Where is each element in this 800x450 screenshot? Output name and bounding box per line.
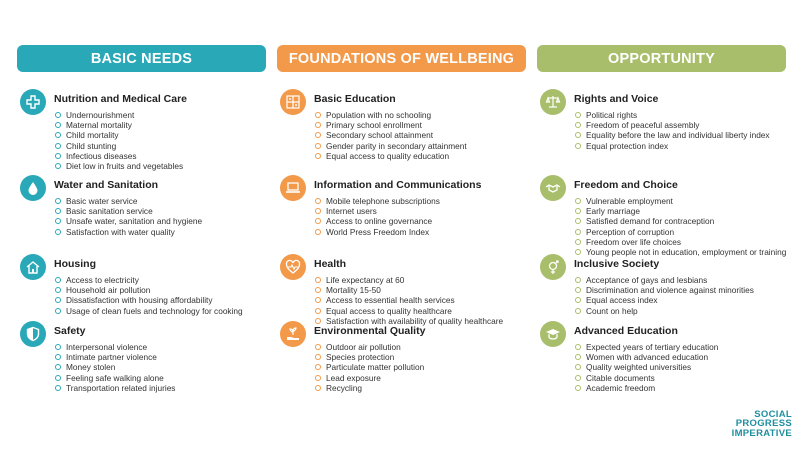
indicator-item: Species protection bbox=[314, 352, 424, 362]
water-drop-icon bbox=[20, 175, 46, 201]
indicator-item: Young people not in education, employment or training bbox=[574, 247, 786, 257]
indicator-item: Lead exposure bbox=[314, 373, 424, 383]
column-header: OPPORTUNITY bbox=[537, 45, 786, 72]
indicator-list bbox=[314, 196, 440, 237]
indicator-item: Count on help bbox=[574, 306, 754, 316]
indicator-item: Perception of corruption bbox=[574, 227, 786, 237]
indicator-item: Population with no schooling bbox=[314, 110, 467, 120]
scales-icon bbox=[540, 89, 566, 115]
column-header: BASIC NEEDS bbox=[17, 45, 266, 72]
indicator-item: Basic sanitation service bbox=[54, 206, 202, 216]
plant-hand-icon bbox=[280, 321, 306, 347]
component-title: Housing bbox=[54, 258, 96, 270]
indicator-item: Satisfied demand for contraception bbox=[574, 216, 786, 226]
indicator-item: Access to online governance bbox=[314, 216, 440, 226]
indicator-list bbox=[314, 275, 503, 326]
indicator-list bbox=[574, 110, 770, 151]
indicator-item: Usage of clean fuels and technology for cooking bbox=[54, 306, 243, 316]
house-icon bbox=[20, 254, 46, 280]
component-title: Environmental Quality bbox=[314, 325, 426, 337]
component-title: Information and Communications bbox=[314, 179, 482, 191]
indicator-item: Recycling bbox=[314, 383, 424, 393]
indicator-item: Outdoor air pollution bbox=[314, 342, 424, 352]
handshake-icon bbox=[540, 175, 566, 201]
indicator-item: Political rights bbox=[574, 110, 770, 120]
indicator-item: Mortality 15-50 bbox=[314, 285, 503, 295]
indicator-item: Equal access to quality education bbox=[314, 151, 467, 161]
indicator-item: Diet low in fruits and vegetables bbox=[54, 161, 183, 171]
logo-line: SOCIAL bbox=[754, 408, 792, 420]
indicator-item: Dissatisfaction with housing affordability bbox=[54, 295, 243, 305]
indicator-item: Intimate partner violence bbox=[54, 352, 175, 362]
gender-icon bbox=[540, 254, 566, 280]
component-title: Basic Education bbox=[314, 93, 396, 105]
component-title: Rights and Voice bbox=[574, 93, 659, 105]
indicator-item: Maternal mortality bbox=[54, 120, 183, 130]
indicator-item: Transportation related injuries bbox=[54, 383, 175, 393]
indicator-item: Citable documents bbox=[574, 373, 718, 383]
column-foundations-of-wellbeing bbox=[277, 45, 526, 393]
indicator-list bbox=[574, 196, 786, 257]
indicator-list bbox=[574, 275, 754, 316]
abacus-icon bbox=[280, 89, 306, 115]
indicator-item: Life expectancy at 60 bbox=[314, 275, 503, 285]
social-progress-imperative-logo bbox=[732, 410, 792, 439]
heart-pulse-icon bbox=[280, 254, 306, 280]
shield-icon bbox=[20, 321, 46, 347]
component-title: Inclusive Society bbox=[574, 258, 660, 270]
medical-cross-icon bbox=[20, 89, 46, 115]
indicator-list bbox=[314, 342, 424, 393]
indicator-item: Basic water service bbox=[54, 196, 202, 206]
indicator-list bbox=[54, 110, 183, 171]
indicator-item: Access to electricity bbox=[54, 275, 243, 285]
component-title: Nutrition and Medical Care bbox=[54, 93, 188, 105]
indicator-list bbox=[54, 196, 202, 237]
indicator-item: Child mortality bbox=[54, 130, 183, 140]
logo-line: IMPERATIVE bbox=[731, 427, 792, 439]
indicator-item: Mobile telephone subscriptions bbox=[314, 196, 440, 206]
component-title: Health bbox=[314, 258, 347, 270]
indicator-item: World Press Freedom Index bbox=[314, 227, 440, 237]
component-title: Freedom and Choice bbox=[574, 179, 678, 191]
indicator-item: Secondary school attainment bbox=[314, 130, 467, 140]
indicator-item: Academic freedom bbox=[574, 383, 718, 393]
laptop-icon bbox=[280, 175, 306, 201]
indicator-item: Interpersonal violence bbox=[54, 342, 175, 352]
indicator-item: Expected years of tertiary education bbox=[574, 342, 718, 352]
indicator-list bbox=[574, 342, 718, 393]
indicator-item: Equal access index bbox=[574, 295, 754, 305]
indicator-item: Household air pollution bbox=[54, 285, 243, 295]
indicator-item: Feeling safe walking alone bbox=[54, 373, 175, 383]
indicator-item: Women with advanced education bbox=[574, 352, 718, 362]
indicator-item: Early marriage bbox=[574, 206, 786, 216]
indicator-item: Satisfaction with availability of quality healthcare bbox=[314, 316, 503, 326]
indicator-item: Access to essential health services bbox=[314, 295, 503, 305]
indicator-item: Particulate matter pollution bbox=[314, 362, 424, 372]
indicator-item: Quality weighted universities bbox=[574, 362, 718, 372]
indicator-item: Equal protection index bbox=[574, 141, 770, 151]
indicator-item: Discrimination and violence against minorities bbox=[574, 285, 754, 295]
indicator-item: Equal access to quality healthcare bbox=[314, 306, 503, 316]
column-header: FOUNDATIONS OF WELLBEING bbox=[277, 45, 526, 72]
indicator-item: Equality before the law and individual liberty index bbox=[574, 130, 770, 140]
indicator-item: Gender parity in secondary attainment bbox=[314, 141, 467, 151]
indicator-item: Vulnerable employment bbox=[574, 196, 786, 206]
indicator-list bbox=[54, 342, 175, 393]
component-title: Water and Sanitation bbox=[54, 179, 159, 191]
column-basic-needs bbox=[17, 45, 266, 393]
component-title: Safety bbox=[54, 325, 86, 337]
column-opportunity bbox=[537, 45, 787, 393]
indicator-item: Internet users bbox=[314, 206, 440, 216]
indicator-item: Freedom of peaceful assembly bbox=[574, 120, 770, 130]
indicator-list bbox=[54, 275, 243, 316]
indicator-item: Primary school enrollment bbox=[314, 120, 467, 130]
component-title: Advanced Education bbox=[574, 325, 678, 337]
indicator-list bbox=[314, 110, 467, 161]
graduation-cap-icon bbox=[540, 321, 566, 347]
indicator-item: Satisfaction with water quality bbox=[54, 227, 202, 237]
indicator-item: Child stunting bbox=[54, 141, 183, 151]
indicator-item: Unsafe water, sanitation and hygiene bbox=[54, 216, 202, 226]
logo-line: PROGRESS bbox=[735, 418, 792, 429]
indicator-item: Acceptance of gays and lesbians bbox=[574, 275, 754, 285]
indicator-item: Freedom over life choices bbox=[574, 237, 786, 247]
indicator-item: Infectious diseases bbox=[54, 151, 183, 161]
indicator-item: Undernourishment bbox=[54, 110, 183, 120]
indicator-item: Money stolen bbox=[54, 362, 175, 372]
